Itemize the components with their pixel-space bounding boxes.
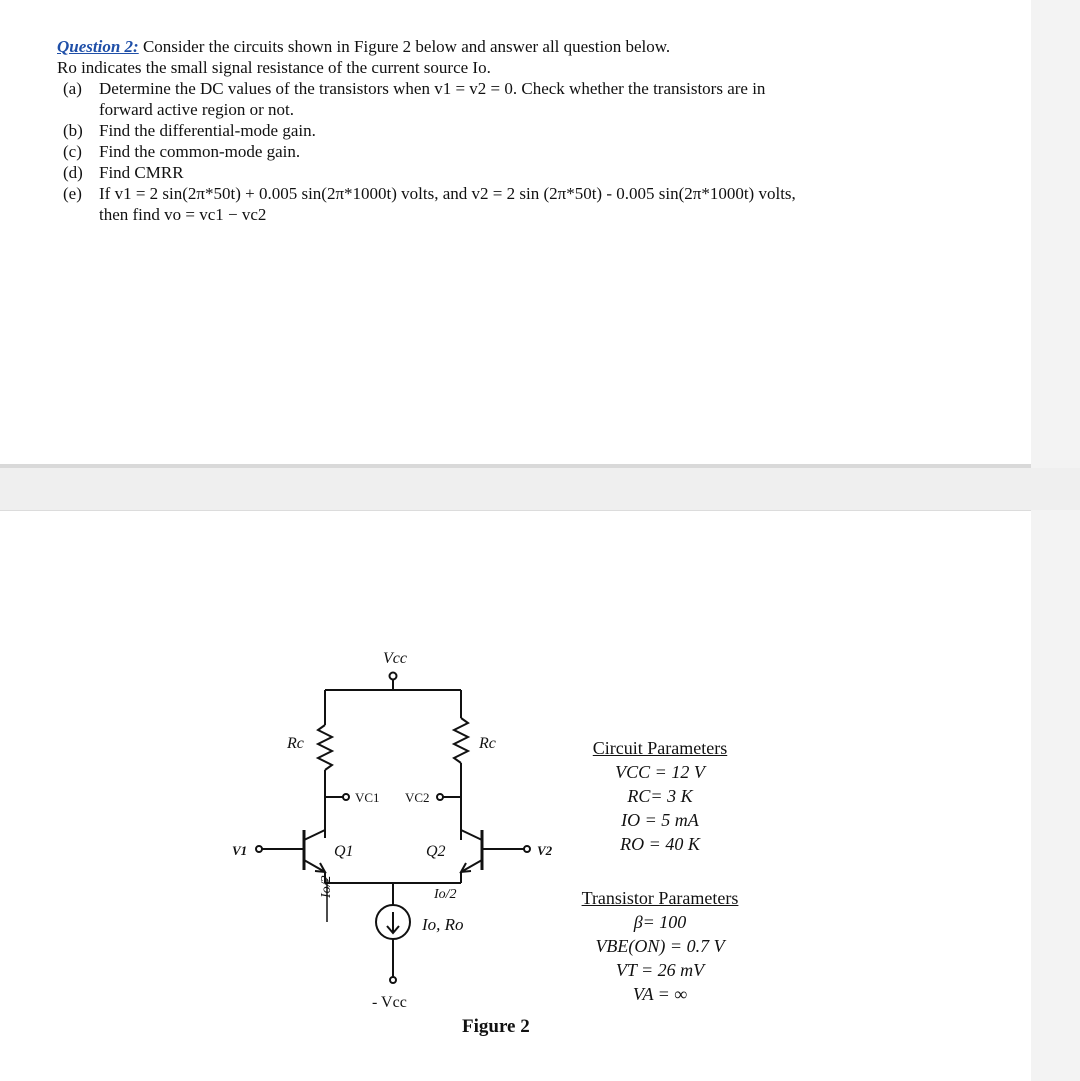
param-line: VT = 26 mV	[615, 960, 705, 980]
rc-left-label: Rc	[287, 735, 304, 752]
param-line: VCC = 12 V	[615, 762, 705, 782]
item-text: Find the common-mode gain.	[99, 142, 301, 161]
question-intro: Consider the circuits shown in Figure 2 below and answer all question below.	[142, 37, 671, 56]
right-gutter	[1031, 0, 1080, 1081]
question-title: Question 2:	[57, 37, 139, 56]
item-tag: (a)	[63, 79, 82, 98]
param-line: RC= 3 K	[627, 786, 693, 806]
vcc-label: Vcc	[383, 650, 407, 667]
q2-collector	[461, 830, 482, 840]
param-line: β= 100	[633, 912, 687, 932]
item-tag: (e)	[63, 184, 82, 203]
transistor-parameters-header: Transistor Parameters	[581, 888, 739, 908]
item-text: Find CMRR	[99, 163, 184, 182]
v2-node	[524, 846, 530, 852]
circuit-parameters-header: Circuit Parameters	[592, 738, 728, 758]
vc2-label: VC2	[405, 790, 430, 805]
v1-label: V1	[232, 843, 248, 858]
vc1-node	[343, 794, 349, 800]
q1-label: Q1	[334, 843, 354, 860]
item-text: If v1 = 2 sin(2π*50t) + 0.005 sin(2π*1000t) volts, and v2 = 2 sin (2π*50t) - 0.005 sin(2π*1000t) volts,	[99, 184, 796, 203]
question-list	[57, 78, 1017, 225]
question-intro-line	[57, 36, 1017, 57]
neg-vcc-node	[390, 977, 396, 983]
item-text: Determine the DC values of the transistors when v1 = v2 = 0. Check whether the transistors are in	[99, 79, 766, 98]
circuit-parameters	[570, 736, 750, 856]
vc1-label: VC1	[355, 790, 380, 805]
vc2-node	[437, 794, 443, 800]
item-tag: (c)	[63, 142, 82, 161]
item-text: Find the differential-mode gain.	[99, 121, 316, 140]
io-half-left-label: Io/2	[319, 875, 334, 898]
list-item	[57, 183, 1017, 225]
vcc-node	[390, 673, 397, 680]
param-line: IO = 5 mA	[621, 810, 699, 830]
item-tag: (d)	[63, 163, 83, 182]
item-tag: (b)	[63, 121, 83, 140]
transistor-parameters	[555, 886, 765, 1006]
question-block	[57, 36, 1017, 225]
item-text-cont: forward active region or not.	[99, 100, 294, 119]
v1-node	[256, 846, 262, 852]
param-line: VA = ∞	[632, 984, 688, 1004]
io-half-right-label: Io/2	[434, 887, 457, 902]
item-text-cont: then find vo = vc1 − vc2	[99, 205, 267, 224]
ro-line: Ro indicates the small signal resistance of the current source Io.	[57, 58, 491, 77]
rc-left-resistor	[318, 725, 332, 770]
list-item	[57, 120, 1017, 141]
list-item	[57, 141, 1017, 162]
q1-collector	[304, 830, 325, 840]
list-item	[57, 162, 1017, 183]
figure-caption: Figure 2	[462, 1016, 530, 1037]
list-item	[57, 78, 1017, 120]
q2-label: Q2	[426, 843, 446, 860]
rc-right-resistor	[454, 718, 468, 763]
rc-right-label: Rc	[479, 735, 496, 752]
neg-vcc-label: - Vcc	[372, 994, 407, 1011]
v2-label: V2	[537, 843, 553, 858]
param-line: RO = 40 K	[620, 834, 700, 854]
param-line: VBE(ON) = 0.7 V	[595, 936, 725, 956]
page-separator-bottom	[0, 510, 1031, 511]
page-gap	[0, 468, 1080, 510]
source-label: Io, Ro	[422, 915, 464, 934]
